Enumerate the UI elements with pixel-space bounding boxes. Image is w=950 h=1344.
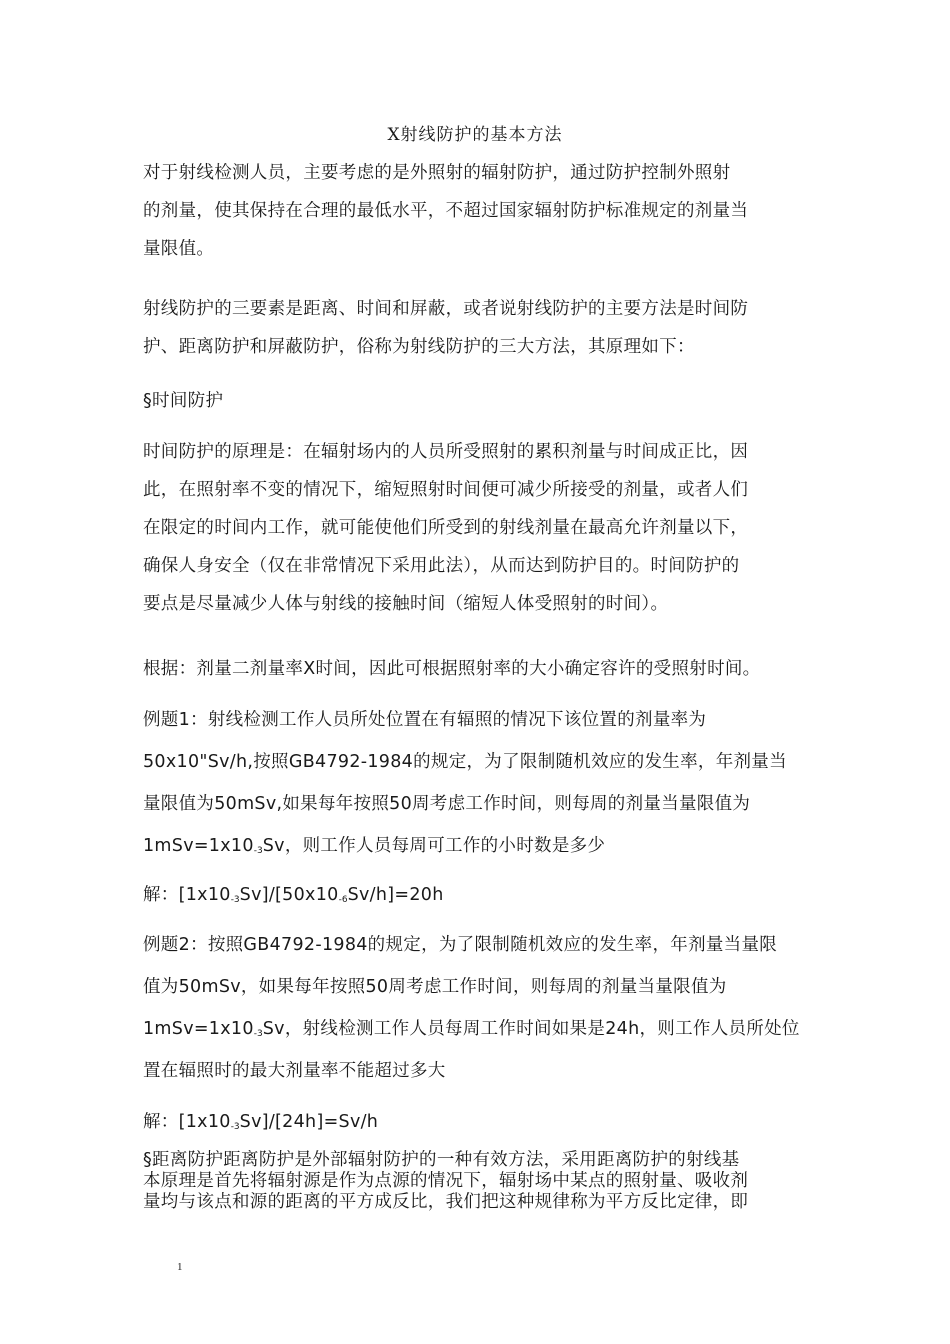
text-line: $1mSv=1x10_{-3}Sv$，则工作人员每周可工作的小时数是多少 bbox=[143, 836, 606, 856]
text-line: 50x10"Sv/h,按照GB4792-1984的规定，为了限制随机效应的发生率，年剂量当 bbox=[143, 752, 787, 772]
intro-paragraph bbox=[143, 154, 813, 268]
basis-paragraph: 根据：剂量二剂量率X时间，因此可根据照射率的大小确定容许的受照射时间。 bbox=[143, 659, 761, 679]
superscript-exponent: -3 bbox=[253, 1029, 263, 1039]
distance-protection-paragraph bbox=[143, 1150, 813, 1213]
example-2 bbox=[143, 926, 813, 1090]
text-line: 值为50mSv，如果每年按照50周考虑工作时间，则每周的剂量当量限值为 bbox=[143, 977, 727, 997]
solution-1: 解：$[1x10_{-3}Sv]/[50x10_{-6}Sv/h]=20h$ bbox=[143, 885, 444, 905]
text-line: 例题2：按照GB4792-1984的规定，为了限制随机效应的发生率，年剂量当量限 bbox=[143, 935, 778, 955]
text-line: 确保人身安全（仅在非常情况下采用此法），从而达到防护目的。时间防护的 bbox=[143, 556, 740, 576]
text-line: 要点是尽量减少人体与射线的接触时间（缩短人体受照射的时间）。 bbox=[143, 594, 669, 614]
document-title: X射线防护的基本方法 bbox=[387, 125, 563, 145]
text-line: 置在辐照时的最大剂量率不能超过多大 bbox=[143, 1061, 446, 1081]
text-line: 量均与该点和源的距离的平方成反比，我们把这种规律称为平方反比定律，即 bbox=[143, 1192, 749, 1212]
text-line: 射线防护的三要素是距离、时间和屏蔽，或者说射线防护的主要方法是时间防 bbox=[143, 299, 749, 319]
text-line: 在限定的时间内工作，就可能使他们所受到的射线剂量在最高允许剂量以下， bbox=[143, 518, 749, 538]
text-line: 此，在照射率不变的情况下，缩短照射时间便可减少所接受的剂量，或者人们 bbox=[143, 480, 749, 500]
superscript-exponent: -6 bbox=[338, 895, 348, 905]
time-protection-heading: §时间防护 bbox=[143, 391, 224, 411]
superscript-exponent: -3 bbox=[230, 1122, 240, 1132]
text-line: 时间防护的原理是：在辐射场内的人员所受照射的累积剂量与时间成正比，因 bbox=[143, 442, 749, 462]
time-principle-paragraph bbox=[143, 433, 813, 623]
text-line: 量限值。 bbox=[143, 239, 215, 259]
three-elements-paragraph bbox=[143, 290, 813, 366]
superscript-exponent: -3 bbox=[253, 846, 263, 856]
text-line: 的剂量，使其保持在合理的最低水平，不超过国家辐射防护标准规定的剂量当 bbox=[143, 201, 749, 221]
text-line: 例题1：射线检测工作人员所处位置在有辐照的情况下该位置的剂量率为 bbox=[143, 710, 707, 730]
text-line: §距离防护距离防护是外部辐射防护的一种有效方法，采用距离防护的射线基 bbox=[143, 1150, 740, 1170]
solution-2: 解：$[1x10_{-3}Sv]/[24h]=Sv/h$ bbox=[143, 1112, 379, 1132]
text-line: $1mSv=1x10_{-3}Sv$，射线检测工作人员每周工作时间如果是24h，则工作人员所处位 bbox=[143, 1019, 800, 1039]
text-line: 本原理是首先将辐射源是作为点源的情况下，辐射场中某点的照射量、吸收剂 bbox=[143, 1171, 749, 1191]
text-line: 对于射线检测人员，主要考虑的是外照射的辐射防护，通过防护控制外照射 bbox=[143, 163, 731, 183]
superscript-exponent: -3 bbox=[230, 895, 240, 905]
example-1 bbox=[143, 701, 813, 865]
text-line: 量限值为50mSv,如果每年按照50周考虑工作时间，则每周的剂量当量限值为 bbox=[143, 794, 751, 814]
page-number: 1 bbox=[177, 1261, 183, 1273]
text-line: 护、距离防护和屏蔽防护，俗称为射线防护的三大方法，其原理如下： bbox=[143, 337, 695, 357]
